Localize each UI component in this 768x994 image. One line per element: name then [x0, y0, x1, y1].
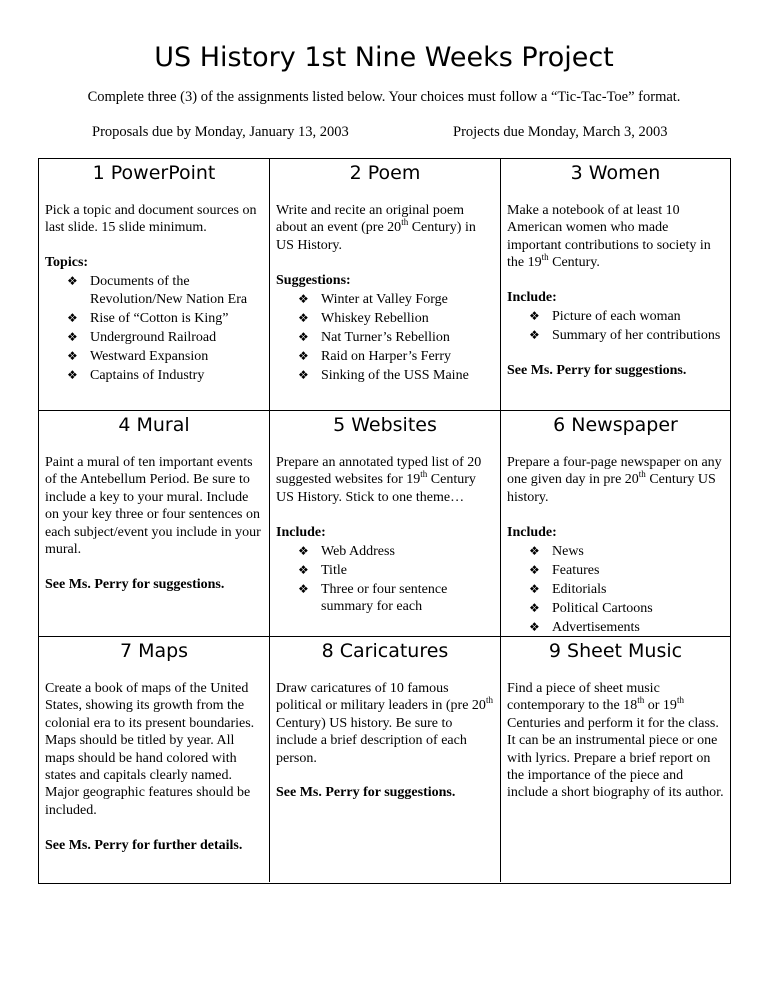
- cell-mural: [39, 411, 270, 637]
- cell-body: [45, 680, 263, 854]
- description-text: Find a piece of sheet music contemporary to the 18: [507, 681, 660, 714]
- ordinal-suffix: th: [637, 695, 645, 706]
- cell-poem: [270, 159, 501, 411]
- cell-title: 3 Women: [570, 162, 661, 184]
- cell-title: 7 Maps: [119, 640, 189, 662]
- diamond-bullet-icon: ❖: [298, 367, 309, 382]
- list-item: [529, 327, 724, 344]
- list-item-label: Rise of “Cotton is King”: [90, 310, 229, 326]
- list-item: [67, 273, 263, 308]
- list-item: [298, 329, 494, 346]
- cell-description: Pick a topic and document sources on last slide. 15 slide minimum.: [45, 203, 257, 236]
- ordinal-suffix: th: [485, 695, 493, 706]
- ordinal-suffix: th: [420, 469, 428, 480]
- description-text: Century US history.: [507, 472, 716, 505]
- include-list: [276, 543, 494, 616]
- cell-title: 2 Poem: [349, 162, 421, 184]
- description-text: Century) US history. Be sure to include a brief description of each person.: [276, 715, 467, 766]
- list-item-label: Political Cartoons: [552, 600, 653, 616]
- list-item-label: Three or four sentence summary for each: [321, 581, 448, 615]
- cell-title: 8 Caricatures: [321, 640, 449, 662]
- description-text: Draw caricatures of 10 famous political or military leaders in (pre 20: [276, 681, 486, 714]
- list-item: [298, 348, 494, 365]
- list-item: [529, 619, 724, 636]
- list-item-label: Westward Expansion: [90, 348, 209, 364]
- cell-description: [507, 680, 724, 802]
- cell-newspaper: [501, 411, 730, 637]
- cell-powerpoint: [39, 159, 270, 411]
- description-text: Prepare a four-page newspaper on any one given day in pre 20: [507, 455, 722, 488]
- diamond-bullet-icon: ❖: [67, 310, 78, 325]
- list-heading: Include:: [507, 524, 557, 540]
- list-item: [529, 581, 724, 598]
- cell-title: 4 Mural: [118, 414, 190, 436]
- list-item-label: Picture of each woman: [552, 309, 681, 325]
- cell-description: Paint a mural of ten important events of the Antebellum Period. Be sure to include a key to your mural. Include on your key three or four sentences on each subject/event you include in your mural.: [45, 455, 261, 558]
- cell-title: 1 PowerPoint: [92, 162, 216, 184]
- cell-description: [276, 202, 494, 254]
- cell-footer-note: See Ms. Perry for suggestions.: [45, 576, 225, 592]
- cell-body: [507, 680, 724, 802]
- description-text: Make a notebook of at least 10 American women who made important contributions to society in the 19: [507, 203, 711, 271]
- diamond-bullet-icon: ❖: [298, 329, 309, 344]
- description-text: Write and recite an original poem about an event (pre 20: [276, 203, 464, 236]
- list-item-label: Advertisements: [552, 619, 640, 635]
- diamond-bullet-icon: ❖: [529, 562, 540, 577]
- cell-description: [507, 454, 724, 506]
- cell-description: [276, 680, 494, 767]
- cell-websites: [270, 411, 501, 637]
- ordinal-suffix: th: [541, 252, 549, 263]
- cell-title: 5 Websites: [333, 414, 437, 436]
- cell-description: [276, 454, 494, 506]
- list-item-label: News: [552, 543, 584, 559]
- list-item-label: Title: [321, 562, 347, 578]
- include-list: [507, 308, 724, 344]
- list-item-label: Summary of her contributions: [552, 328, 721, 344]
- diamond-bullet-icon: ❖: [529, 543, 540, 558]
- diamond-bullet-icon: ❖: [529, 619, 540, 634]
- list-item: [529, 600, 724, 617]
- cell-description: Create a book of maps of the United States, showing its growth from the colonial era to its present boundaries. Maps should be titled by year. All maps should be hand colored with states and capitals clearly named. Major geographic features should be included.: [45, 681, 255, 818]
- list-item: [298, 562, 494, 579]
- list-item-label: Underground Railroad: [90, 329, 217, 345]
- tic-tac-toe-grid: [38, 158, 731, 884]
- cell-title: 9 Sheet Music: [548, 640, 683, 662]
- cell-body: [45, 202, 263, 384]
- cell-caricatures: [270, 637, 501, 882]
- list-heading: Include:: [276, 524, 326, 540]
- cell-women: [501, 159, 730, 411]
- cell-description: [507, 202, 724, 272]
- list-item: [529, 308, 724, 325]
- list-item: [298, 291, 494, 308]
- list-item: [298, 367, 494, 384]
- list-item-label: Nat Turner’s Rebellion: [321, 329, 450, 345]
- list-item-label: Whiskey Rebellion: [321, 310, 429, 326]
- diamond-bullet-icon: ❖: [298, 562, 309, 577]
- list-item: [67, 310, 263, 327]
- ordinal-suffix: th: [638, 469, 646, 480]
- description-text: Century.: [548, 255, 600, 271]
- page-title: US History 1st Nine Weeks Project: [154, 42, 614, 73]
- diamond-bullet-icon: ❖: [529, 309, 540, 324]
- list-heading: Topics:: [45, 255, 89, 271]
- include-list: [507, 543, 724, 636]
- ordinal-suffix: th: [401, 217, 409, 228]
- cell-body: [507, 454, 724, 636]
- diamond-bullet-icon: ❖: [67, 367, 78, 382]
- topic-list: [45, 273, 263, 384]
- list-item: [529, 562, 724, 579]
- list-item: [298, 310, 494, 327]
- description-text: or 19: [644, 698, 677, 714]
- diamond-bullet-icon: ❖: [298, 581, 309, 596]
- diamond-bullet-icon: ❖: [298, 310, 309, 325]
- cell-title: 6 Newspaper: [553, 414, 678, 436]
- list-item-label: Raid on Harper’s Ferry: [321, 348, 451, 364]
- diamond-bullet-icon: ❖: [529, 328, 540, 343]
- cell-footer-note: See Ms. Perry for suggestions.: [276, 785, 456, 801]
- list-heading: Include:: [507, 290, 557, 306]
- description-text: Prepare an annotated typed list of 20 suggested websites for 19: [276, 455, 482, 488]
- projects-due-date: Projects due Monday, March 3, 2003: [453, 124, 668, 140]
- suggestion-list: [276, 291, 494, 384]
- cell-body: [276, 454, 494, 615]
- list-item: [67, 348, 263, 365]
- cell-body: [276, 680, 494, 802]
- list-item-label: Captains of Industry: [90, 367, 205, 383]
- ordinal-suffix: th: [676, 695, 684, 706]
- cell-body: [45, 454, 263, 593]
- cell-body: [276, 202, 494, 384]
- diamond-bullet-icon: ❖: [298, 291, 309, 306]
- diamond-bullet-icon: ❖: [298, 348, 309, 363]
- list-item: [529, 543, 724, 560]
- cell-footer-note: See Ms. Perry for further details.: [45, 837, 243, 853]
- list-item-label: Features: [552, 562, 600, 578]
- diamond-bullet-icon: ❖: [529, 600, 540, 615]
- list-heading: Suggestions:: [276, 272, 351, 288]
- diamond-bullet-icon: ❖: [67, 329, 78, 344]
- instructions: Complete three (3) of the assignments listed below. Your choices must follow a “Tic-Tac-Toe” format.: [87, 89, 681, 105]
- list-item-label: Web Address: [321, 543, 395, 559]
- description-text: Century US History. Stick to one theme…: [276, 472, 476, 505]
- cell-maps: [39, 637, 270, 882]
- list-item-label: Winter at Valley Forge: [321, 291, 448, 307]
- description-text: Century) in US History.: [276, 220, 476, 253]
- description-text: Centuries and perform it for the class. It can be an instrumental piece or one with lyrics. Prepare a brief report on the importance of the piece and include a short biography of its author.: [507, 715, 724, 801]
- diamond-bullet-icon: ❖: [67, 274, 78, 289]
- cell-sheet-music: [501, 637, 730, 882]
- list-item: [298, 543, 494, 560]
- cell-body: [507, 202, 724, 379]
- diamond-bullet-icon: ❖: [529, 581, 540, 596]
- list-item: [298, 581, 494, 616]
- cell-footer-note: See Ms. Perry for suggestions.: [507, 362, 687, 378]
- list-item-label: Sinking of the USS Maine: [321, 367, 469, 383]
- list-item: [67, 329, 263, 346]
- diamond-bullet-icon: ❖: [67, 348, 78, 363]
- list-item-label: Documents of the Revolution/New Nation Era: [90, 274, 248, 307]
- list-item: [67, 367, 263, 384]
- list-item-label: Editorials: [552, 581, 607, 597]
- diamond-bullet-icon: ❖: [298, 543, 309, 558]
- proposals-due-date: Proposals due by Monday, January 13, 2003: [92, 124, 349, 140]
